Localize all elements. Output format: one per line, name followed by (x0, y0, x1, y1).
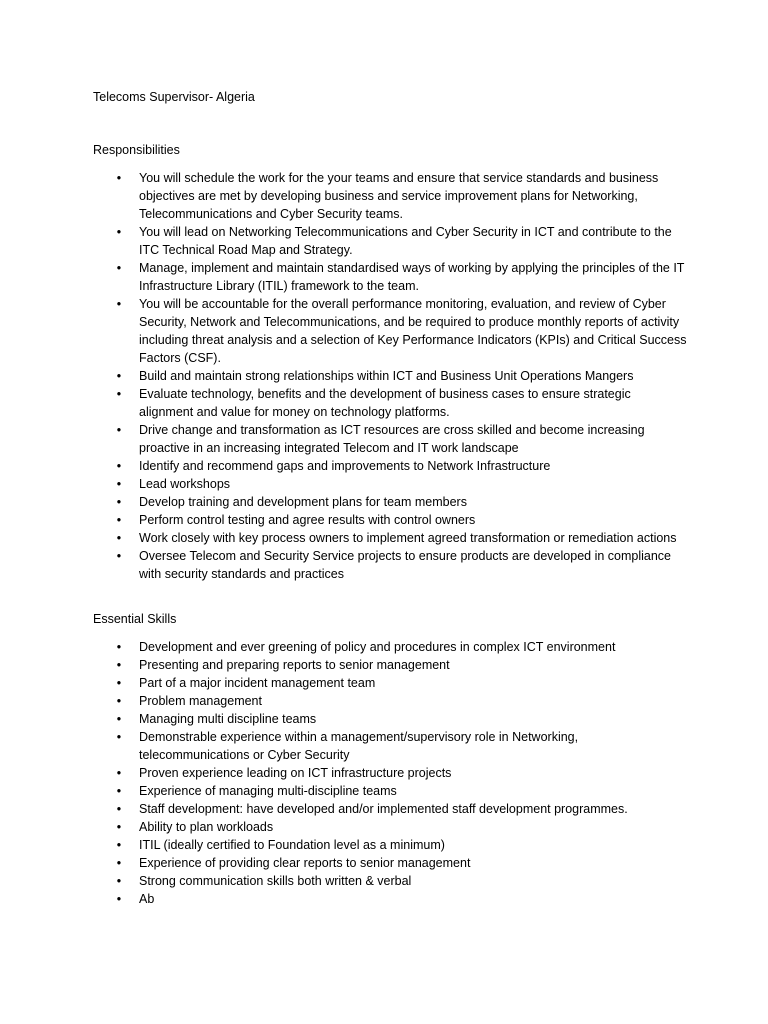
list-item (0, 421, 768, 457)
bullet-icon: • (116, 856, 122, 870)
bullet-icon: • (116, 423, 122, 437)
list-item-text: Proven experience leading on ICT infrastructure projects (139, 766, 452, 780)
bullet-icon: • (116, 369, 122, 383)
list-item (0, 223, 768, 259)
list-item-text: Staff development: have developed and/or implemented staff development programmes. (139, 802, 628, 816)
document-title: Telecoms Supervisor- Algeria (93, 90, 255, 104)
bullet-icon: • (116, 730, 122, 744)
bullet-icon: • (116, 874, 122, 888)
responsibilities-heading: Responsibilities (93, 143, 180, 157)
list-item-text: Ab (139, 892, 155, 906)
essential-skills-heading: Essential Skills (93, 612, 177, 626)
list-item (0, 367, 768, 385)
list-item (0, 872, 768, 890)
list-item-text: Develop training and development plans for team members (139, 495, 467, 509)
list-item-text: Experience of managing multi-discipline teams (139, 784, 397, 798)
bullet-icon: • (116, 477, 122, 491)
bullet-icon: • (116, 225, 122, 239)
list-item (0, 890, 768, 908)
bullet-icon: • (116, 676, 122, 690)
list-item (0, 710, 768, 728)
list-item (0, 511, 768, 529)
list-item-text: Strong communication skills both written & verbal (139, 874, 412, 888)
list-item-text: Problem management (139, 694, 262, 708)
list-item (0, 818, 768, 836)
list-item-text: Identify and recommend gaps and improvements to Network Infrastructure (139, 459, 551, 473)
list-item-text: Ability to plan workloads (139, 820, 274, 834)
bullet-icon: • (116, 171, 122, 185)
list-item-text: You will lead on Networking Telecommunications and Cyber Security in ICT and contribute to the ITC Technical Road Map and Strategy. (139, 225, 672, 257)
list-item (0, 547, 768, 583)
bullet-icon: • (116, 766, 122, 780)
list-item-text: Drive change and transformation as ICT resources are cross skilled and become increasing proactive in an increasing integrated Telecom and IT work landscape (139, 423, 645, 455)
list-item (0, 493, 768, 511)
list-item-text: Managing multi discipline teams (139, 712, 317, 726)
list-item (0, 259, 768, 295)
bullet-icon: • (116, 261, 122, 275)
list-item-text: Lead workshops (139, 477, 231, 491)
list-item-text: Work closely with key process owners to implement agreed transformation or remediation actions (139, 531, 677, 545)
list-item-text: You will schedule the work for the your teams and ensure that service standards and business objectives are met by developing business and service improvement plans for Networking, Telecommunications and Cyber Security teams. (139, 171, 659, 221)
list-item (0, 764, 768, 782)
list-item (0, 854, 768, 872)
list-item-text: Part of a major incident management team (139, 676, 376, 690)
list-item (0, 782, 768, 800)
bullet-icon: • (116, 297, 122, 311)
responsibilities-list (0, 169, 768, 583)
list-item (0, 656, 768, 674)
bullet-icon: • (116, 549, 122, 563)
list-item (0, 800, 768, 818)
list-item-text: You will be accountable for the overall performance monitoring, evaluation, and review of Cyber Security, Network and Telecommunications, and be required to produce monthly reports of activity including threat analysis and a selection of Key Performance Indicators (KPIs) and Critical Success Factors (CSF). (139, 297, 687, 365)
list-item (0, 529, 768, 547)
list-item-text: ITIL (ideally certified to Foundation level as a minimum) (139, 838, 445, 852)
bullet-icon: • (116, 784, 122, 798)
list-item-text: Presenting and preparing reports to senior management (139, 658, 450, 672)
list-item (0, 457, 768, 475)
list-item-text: Oversee Telecom and Security Service projects to ensure products are developed in compliance with security standards and practices (139, 549, 671, 581)
list-item-text: Perform control testing and agree results with control owners (139, 513, 476, 527)
list-item-text: Manage, implement and maintain standardised ways of working by applying the principles of the IT Infrastructure Library (ITIL) framework to the team. (139, 261, 685, 293)
bullet-icon: • (116, 387, 122, 401)
list-item (0, 728, 768, 764)
bullet-icon: • (116, 495, 122, 509)
bullet-icon: • (116, 513, 122, 527)
list-item (0, 836, 768, 854)
bullet-icon: • (116, 892, 122, 906)
list-item (0, 674, 768, 692)
essential-skills-list (0, 638, 768, 908)
list-item (0, 638, 768, 656)
list-item-text: Demonstrable experience within a management/supervisory role in Networking, telecommunications or Cyber Security (139, 730, 579, 762)
bullet-icon: • (116, 838, 122, 852)
bullet-icon: • (116, 802, 122, 816)
list-item-text: Evaluate technology, benefits and the development of business cases to ensure strategic alignment and value for money on technology platforms. (139, 387, 631, 419)
bullet-icon: • (116, 694, 122, 708)
list-item-text: Build and maintain strong relationships within ICT and Business Unit Operations Mangers (139, 369, 634, 383)
list-item (0, 385, 768, 421)
bullet-icon: • (116, 459, 122, 473)
list-item-text: Experience of providing clear reports to senior management (139, 856, 471, 870)
bullet-icon: • (116, 640, 122, 654)
list-item (0, 692, 768, 710)
bullet-icon: • (116, 658, 122, 672)
list-item (0, 295, 768, 367)
bullet-icon: • (116, 820, 122, 834)
list-item (0, 169, 768, 223)
bullet-icon: • (116, 712, 122, 726)
list-item-text: Development and ever greening of policy and procedures in complex ICT environment (139, 640, 616, 654)
bullet-icon: • (116, 531, 122, 545)
list-item (0, 475, 768, 493)
